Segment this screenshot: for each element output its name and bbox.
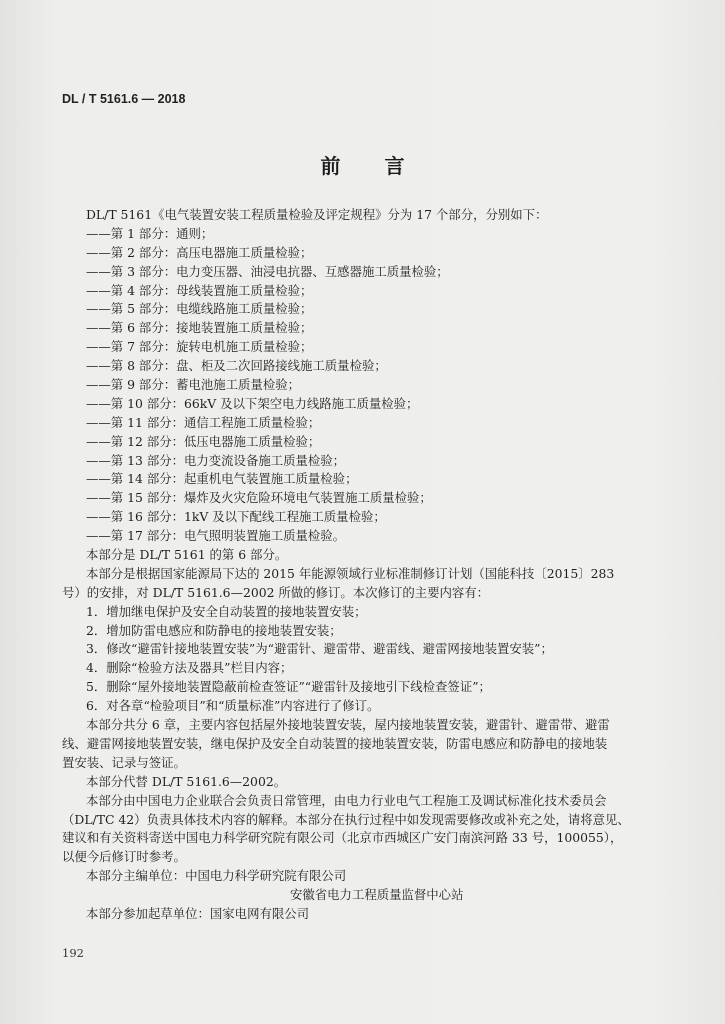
part-list-item: ——第 4 部分：母线装置施工质量检验； — [86, 282, 313, 298]
admin-line: 以便今后修订时参考。 — [62, 849, 186, 865]
revision-item: 5．删除“屋外接地装置隐蔽前检查签证”“避雷针及接地引下线检查签证”； — [86, 679, 491, 695]
part-list-item: ——第 12 部分：低压电器施工质量检验； — [86, 433, 321, 449]
revision-item: 2．增加防雷电感应和防静电的接地装置安装； — [86, 622, 342, 638]
part-list-item: ——第 1 部分：通则； — [86, 225, 214, 241]
chapters-line: 本部分共分 6 章，主要内容包括屋外接地装置安装，屋内接地装置安装，避雷针、避雷带、避雷 — [86, 717, 610, 733]
standard-number-header: DL / T 5161.6 — 2018 — [62, 92, 186, 106]
foreword-body — [62, 206, 662, 924]
admin-line: 本部分由中国电力企业联合会负责日常管理，由电力行业电气工程施工及调试标准化技术委员会 — [86, 792, 607, 808]
part-list-item: ——第 9 部分：蓄电池施工质量检验； — [86, 377, 301, 393]
drafter-unit: 安徽省电力工程质量监督中心站 — [290, 887, 464, 903]
admin-line: 建议和有关资料寄送中国电力科学研究院有限公司（北京市西城区广安门南滨河路 33 号，100055）， — [62, 830, 623, 846]
drafter-unit: 中国电力科学研究院有限公司 — [185, 868, 347, 884]
revision-item: 6．对各章“检验项目”和“质量标准”内容进行了修订。 — [86, 698, 380, 714]
part-statement: 本部分是 DL/T 5161 的第 6 部分。 — [86, 547, 288, 563]
part-list-item: ——第 3 部分：电力变压器、油浸电抗器、互感器施工质量检验； — [86, 263, 449, 279]
chief-drafters-line — [62, 867, 662, 886]
page-title: 前言 — [320, 154, 449, 178]
admin-line: （DL/TC 42）负责具体技术内容的解释。本部分在执行过程中如发现需要修改或补充之处，请将意见、 — [62, 811, 630, 827]
revision-item: 1．增加继电保护及安全自动装置的接地装置安装； — [86, 603, 367, 619]
part-list-item: ——第 15 部分：爆炸及火灾危险环境电气装置施工质量检验； — [86, 490, 432, 506]
part-list-item: ——第 13 部分：电力变流设备施工质量检验； — [86, 452, 346, 468]
revision-intro-line: 本部分是根据国家能源局下达的 2015 年能源领域行业标准制修订计划（国能科技〔2015〕283 — [86, 565, 615, 581]
part-list-item: ——第 11 部分：通信工程施工质量检验； — [86, 414, 321, 430]
part-list-item: ——第 6 部分：接地装置施工质量检验； — [86, 320, 313, 336]
part-list-item: ——第 5 部分：电缆线路施工质量检验； — [86, 301, 313, 317]
page-number: 192 — [62, 946, 84, 960]
revision-item: 4．删除“检验方法及器具”栏目内容； — [86, 660, 293, 676]
replaces-statement: 本部分代替 DL/T 5161.6—2002。 — [86, 773, 287, 789]
intro-paragraph: DL/T 5161《电气装置安装工程质量检验及评定规程》分为 17 个部分，分别如下： — [86, 207, 548, 222]
chapters-line: 置安装、记录与签证。 — [62, 754, 186, 770]
part-list-item: ——第 14 部分：起重机电气装置施工质量检验； — [86, 471, 358, 487]
participants-line: 本部分参加起草单位：国家电网有限公司 — [86, 905, 310, 921]
drafters-label: 本部分主编单位： — [86, 868, 186, 884]
part-list-item: ——第 17 部分：电气照明装置施工质量检验。 — [86, 528, 346, 544]
part-list-item: ——第 16 部分：1kV 及以下配线工程施工质量检验； — [86, 509, 386, 525]
chapters-line: 线、避雷网接地装置安装，继电保护及安全自动装置的接地装置安装，防雷电感应和防静电的接地装 — [62, 735, 608, 751]
part-list-item: ——第 10 部分：66kV 及以下架空电力线路施工质量检验； — [86, 395, 419, 411]
part-list-item: ——第 8 部分：盘、柜及二次回路接线施工质量检验； — [86, 358, 387, 374]
part-list-item: ——第 7 部分：旋转电机施工质量检验； — [86, 339, 313, 355]
revision-item: 3．修改“避雷针接地装置安装”为“避雷针、避雷带、避雷线、避雷网接地装置安装”； — [86, 641, 553, 657]
part-list-item: ——第 2 部分：高压电器施工质量检验； — [86, 244, 313, 260]
revision-intro-line: 号）的安排，对 DL/T 5161.6—2002 所做的修订。本次修订的主要内容有： — [62, 584, 490, 600]
